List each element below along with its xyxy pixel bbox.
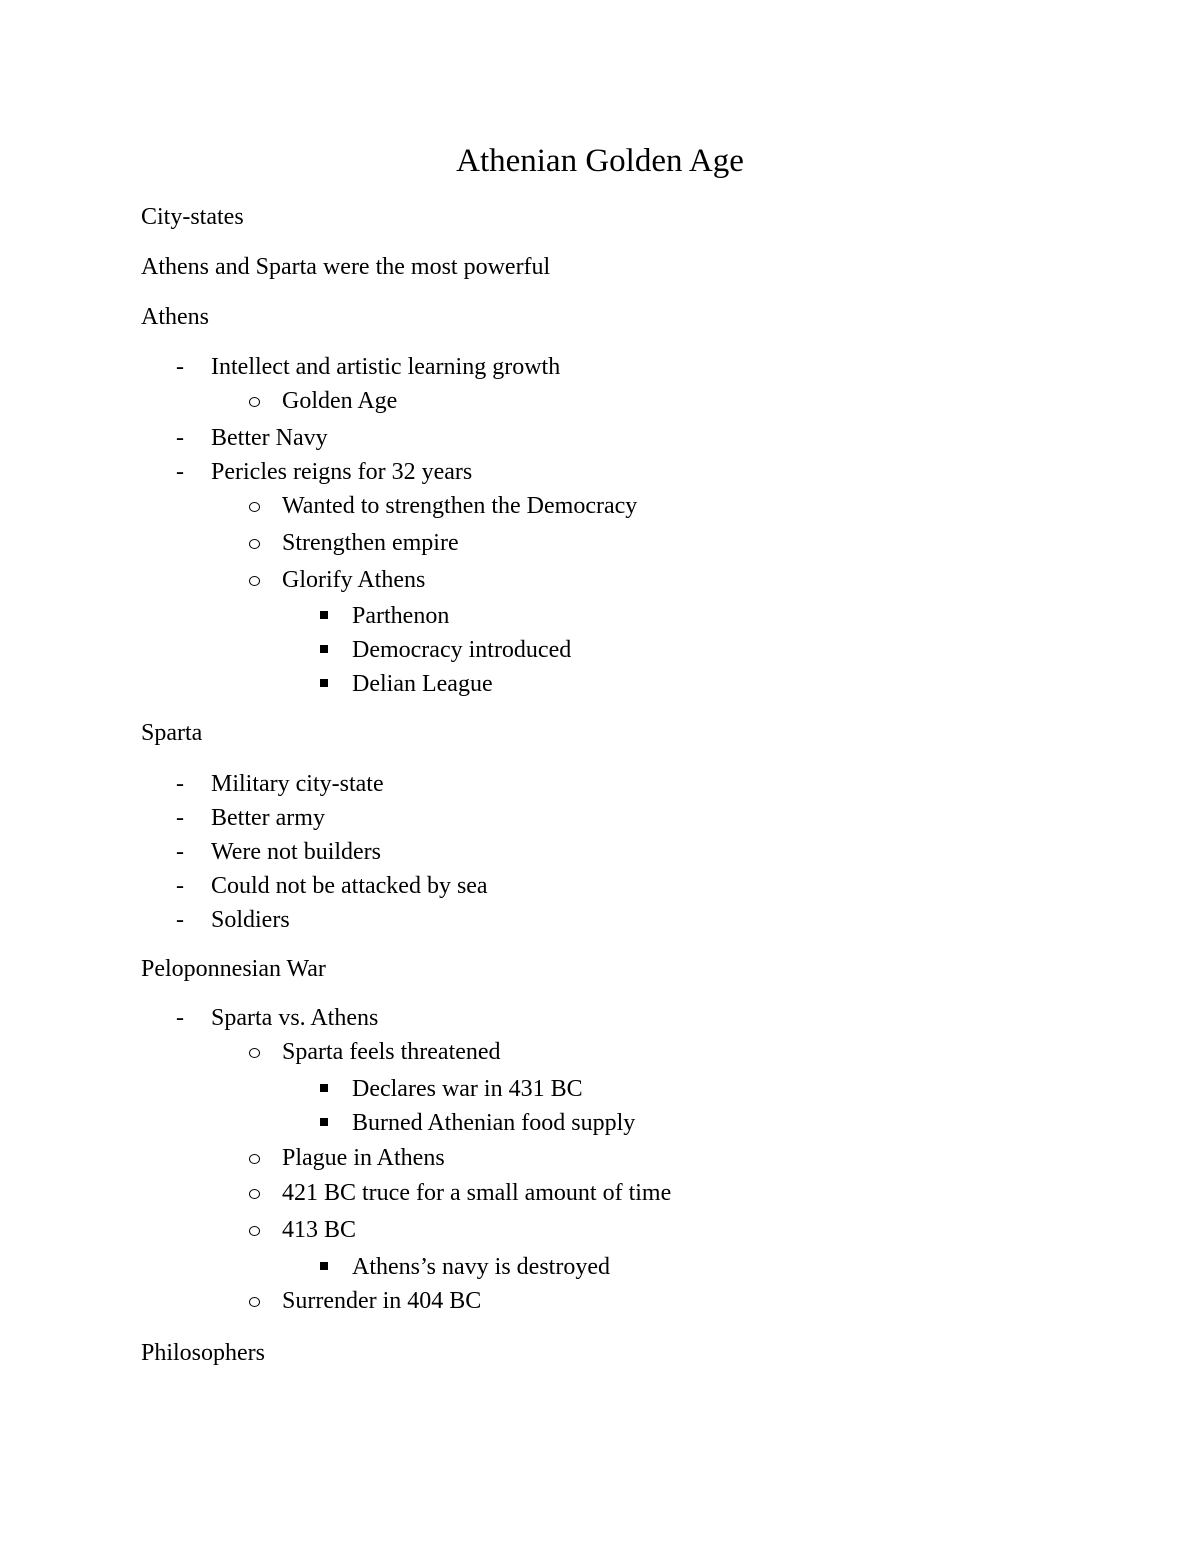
list-item: Intellect and artistic learning growth [211, 354, 561, 380]
heading-sparta: Sparta [141, 720, 203, 746]
list-item: Sparta vs. Athens [211, 1005, 379, 1031]
list-item: Parthenon [352, 603, 450, 629]
list-item: Democracy introduced [352, 637, 572, 663]
list-item: Better army [211, 805, 325, 831]
list-item: Were not builders [211, 839, 382, 865]
list-item: Athens’s navy is destroyed [352, 1254, 610, 1280]
circle-bullet-icon [249, 502, 260, 512]
circle-bullet-icon [249, 1048, 260, 1058]
list-item: 421 BC truce for a small amount of time [282, 1180, 672, 1206]
intro-paragraph: Athens and Sparta were the most powerful [141, 254, 551, 280]
list-item: Pericles reigns for 32 years [211, 459, 473, 485]
list-item: Surrender in 404 BC [282, 1288, 482, 1314]
list-item: Glorify Athens [282, 567, 426, 593]
dash-bullet: - [176, 1005, 184, 1031]
heading-athens: Athens [141, 304, 209, 330]
heading-peloponnesian-war: Peloponnesian War [141, 956, 326, 982]
square-bullet-icon [320, 1084, 328, 1092]
dash-bullet: - [176, 907, 184, 933]
square-bullet-icon [320, 1262, 328, 1270]
dash-bullet: - [176, 459, 184, 485]
dash-bullet: - [176, 873, 184, 899]
heading-philosophers: Philosophers [141, 1340, 266, 1366]
list-item: Declares war in 431 BC [352, 1076, 583, 1102]
circle-bullet-icon [249, 539, 260, 549]
square-bullet-icon [320, 611, 328, 619]
circle-bullet-icon [249, 576, 260, 586]
document-title: Athenian Golden Age [456, 143, 744, 179]
dash-bullet: - [176, 425, 184, 451]
list-item: Burned Athenian food supply [352, 1110, 636, 1136]
dash-bullet: - [176, 805, 184, 831]
list-item: Golden Age [282, 388, 398, 414]
circle-bullet-icon [249, 1154, 260, 1164]
dash-bullet: - [176, 839, 184, 865]
list-item: Sparta feels threatened [282, 1039, 501, 1065]
list-item: Better Navy [211, 425, 328, 451]
circle-bullet-icon [249, 1297, 260, 1307]
list-item: Military city-state [211, 771, 384, 797]
list-item: Could not be attacked by sea [211, 873, 488, 899]
list-item: Wanted to strengthen the Democracy [282, 493, 638, 519]
circle-bullet-icon [249, 1189, 260, 1199]
list-item: Plague in Athens [282, 1145, 445, 1171]
heading-city-states: City-states [141, 204, 244, 230]
dash-bullet: - [176, 771, 184, 797]
square-bullet-icon [320, 1118, 328, 1126]
circle-bullet-icon [249, 397, 260, 407]
circle-bullet-icon [249, 1226, 260, 1236]
list-item: Delian League [352, 671, 493, 697]
list-item: Soldiers [211, 907, 290, 933]
dash-bullet: - [176, 354, 184, 380]
list-item: 413 BC [282, 1217, 357, 1243]
list-item: Strengthen empire [282, 530, 459, 556]
square-bullet-icon [320, 679, 328, 687]
square-bullet-icon [320, 645, 328, 653]
